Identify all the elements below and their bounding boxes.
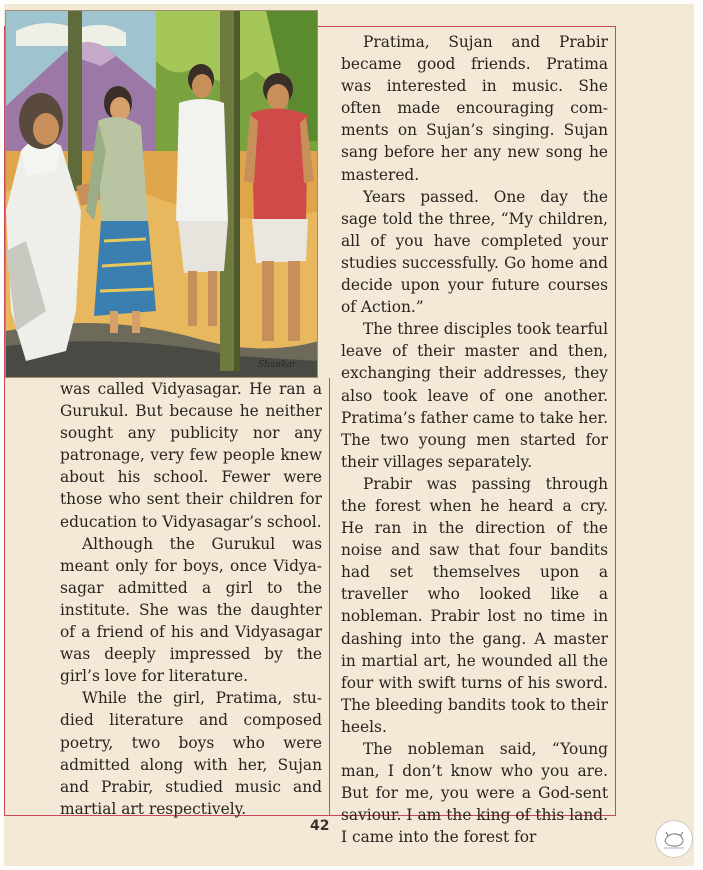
paragraph: Years passed. One day the sage told the three, “My children, all of you have completed your studies successfully. Go home and decide upon your future courses of Action.”	[341, 187, 608, 317]
paragraph: Pratima, Sujan and Prabir became good friends. Pratima was interested in music. She often made encouraging com-ments on Sujan’s singing. Sujan sang before her any new song he mastered.	[341, 33, 608, 184]
illustration-signature: Shankar	[258, 360, 297, 370]
right-column-text	[341, 31, 608, 848]
paragraph: Prabir was passing through the forest when he heard a cry. He ran in the direction of the noise and saw that four bandits had set themselves upon a traveller who looked like a nobleman. Prabir lost no time in dashing into the gang. A master in martial art, he wounded all the four with swift turns of his sword. The bleeding bandits took to their heels.	[341, 474, 608, 736]
paragraph: The three disciples took tearful leave of their master and then, exchanging their addresses, they also took leave of one another. Pratima’s father came to take her. The two young men started for their villages separately.	[341, 320, 608, 471]
paragraph: The nobleman said, “Young man, I don’t know who you are. But for me, you were a God-sent saviour. I am the king of this land. I came into the forest for	[341, 740, 608, 847]
paragraph: Although the Gurukul was meant only for boys, once Vidya-sagar admitted a girl to the institute. She was the daughter of a friend of his and Vidyasagar was deeply impressed by the girl’s love for literature.	[60, 534, 322, 686]
page-number: 42	[310, 818, 330, 834]
paragraph: While the girl, Pratima, stu-died literature and composed poetry, two boys who were admitted along with her, Sujan and Prabir, studied music and martial art respectively.	[60, 689, 322, 818]
left-column-text	[60, 378, 322, 820]
paragraph: was called Vidyasagar. He ran a Gurukul. But because he neither sought any publicity nor any patronage, very few people knew about his school. Fewer were those who sent their children for education to Vidyasagar’s school.	[60, 380, 322, 531]
library-stamp-icon	[655, 820, 693, 858]
story-illustration	[5, 10, 318, 378]
column-divider	[329, 378, 330, 816]
